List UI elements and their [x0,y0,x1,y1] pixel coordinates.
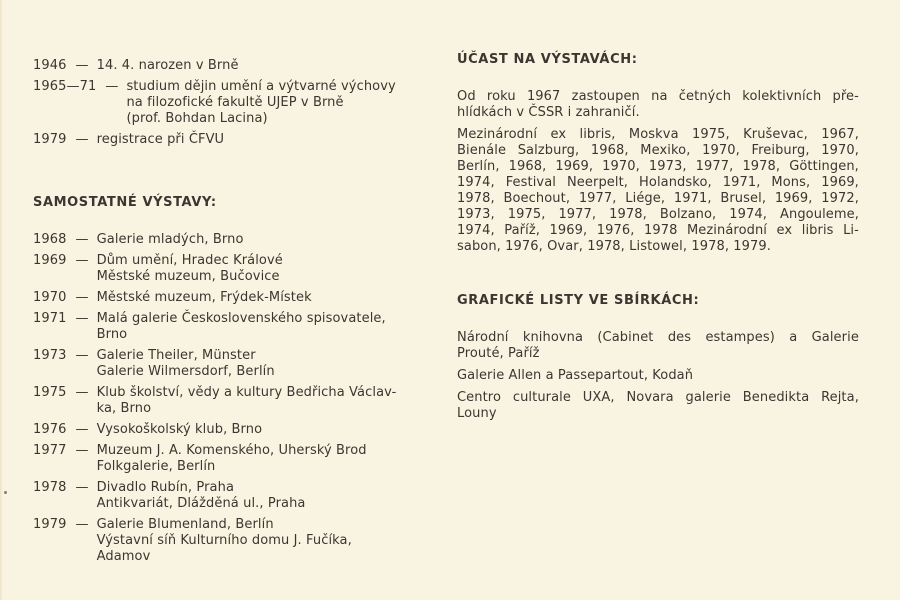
word: 1967 [526,89,561,104]
word: zastoupen [571,89,640,104]
word: 1978, [457,191,495,206]
word: 1975, [507,207,546,222]
solo-exhibitions-list [33,232,453,565]
word: 1968, [508,159,547,174]
para-line [457,223,859,239]
entry-text [97,232,453,248]
collections-heading: GRAFICKÉ LISTY VE SBÍRKÁCH: [457,293,700,308]
entry-text [97,253,453,285]
para-line [457,89,859,105]
solo-exhibitions-section [33,195,453,565]
word: 1975, [692,127,730,142]
entry-year: 1975 [33,385,67,400]
entry-line: Vysokoškolský klub, Brno [96,422,263,437]
para-line: Louny [457,406,497,421]
collection-paragraph [457,330,859,362]
word: Freiburg, [751,143,810,158]
word: 1968, [590,143,629,158]
word: pře- [832,89,859,104]
entry-line: na filozofické fakultě UJEP v Brně [126,95,344,110]
left-column [33,58,453,570]
word: 1976, [596,223,635,238]
word: galerie [685,390,731,405]
entry-text [97,480,453,512]
entry-year: 1971 [33,311,67,326]
exhibition-row [33,311,453,343]
entry-line: Adamov [96,549,151,564]
word: 1977, [695,159,734,174]
exhibition-row [33,517,453,565]
entry-line: Dům umění, Hradec Králové [96,253,283,268]
entry-line: (prof. Bohdan Lacina) [126,111,268,126]
entry-dash: — [75,290,89,305]
para-line [457,330,859,346]
word: kolektivních [742,89,822,104]
word: 1969, [555,159,594,174]
entry-year: 1973 [33,348,67,363]
word: Liége, [625,191,666,206]
entry-text [97,348,453,380]
collections-text [457,330,859,422]
word: 1973, [457,207,495,222]
word: Galerie [811,330,859,345]
entry-dash: — [75,480,89,495]
entry-line: registrace při ČFVU [96,132,225,147]
entry-line: Galerie Theiler, Münster [96,348,256,363]
word: 1970, [702,143,740,158]
word: 1978, [742,159,781,174]
entry-text [126,79,453,127]
word: 1974, [729,207,767,222]
entry-year: 1978 [33,480,67,495]
group-exhibitions-heading: ÚČAST NA VÝSTAVÁCH: [457,52,638,67]
collection-paragraph [457,390,859,422]
right-column [457,52,859,428]
entry-line: Městské muzeum, Frýdek-Místek [96,290,312,305]
word: UXA, [582,390,615,405]
entry-line: Divadlo Rubín, Praha [96,480,235,495]
word: ex [550,127,567,142]
entry-dash: — [75,443,89,458]
word: libris, [579,127,616,142]
word: 1969, [821,175,859,190]
para-line [457,159,859,175]
para-line [457,390,859,406]
para-line: Galerie Allen a Passepartout, Kodaň [457,368,694,383]
entry-year: 1979 [33,132,67,147]
exhibition-row [33,232,453,248]
entry-dash: — [75,422,89,437]
group-exhibitions-text [457,89,859,255]
entry-line: Výstavní síň Kulturního domu J. Fučíka, [96,533,352,548]
word: Li- [843,223,859,238]
word: Benedikta [742,390,810,405]
entry-year: 1970 [33,290,67,305]
para-line [457,175,859,191]
word: Festival [505,175,557,190]
entry-text [97,385,453,417]
entry-dash: — [75,253,89,268]
entry-year: 1979 [33,517,67,532]
word: 1970, [821,143,859,158]
group-exhibitions-section [457,52,859,255]
word: Bienále [457,143,507,158]
word: Od [457,89,476,104]
exhibition-row [33,422,453,438]
word: 1978, [609,207,647,222]
exhibition-row [33,443,453,475]
entry-year: 1968 [33,232,67,247]
exhibition-row [33,480,453,512]
exhibition-row [33,253,453,285]
exhibition-row [33,290,453,306]
entry-text [97,58,453,74]
word: Rejta, [821,390,859,405]
biography-row [33,58,453,74]
entry-line: Antikvariát, Dlážděná ul., Praha [96,496,306,511]
word: culturale [512,390,571,405]
entry-dash: — [75,132,89,147]
entry-text [97,422,453,438]
para-line [457,143,859,159]
solo-exhibitions-heading: SAMOSTATNÉ VÝSTAVY: [33,195,217,210]
word: 1969, [549,223,588,238]
group-exhibitions-paragraph [457,89,859,121]
word: estampes) [705,330,775,345]
word: 1974, [457,175,495,190]
entry-text [97,132,453,148]
entry-line: Městské muzeum, Bučovice [96,269,280,284]
entry-line: 14. 4. narozen v Brně [96,58,239,73]
word: Novara [626,390,674,405]
entry-line: Brno [96,327,128,342]
entry-year: 1977 [33,443,67,458]
word: Mezinárodní [457,127,538,142]
entry-dash: — [75,58,89,73]
word: na [651,89,668,104]
word: četných [678,89,732,104]
para-line: Prouté, Paříž [457,346,540,361]
exhibition-row [33,385,453,417]
word: Boechout, [503,191,571,206]
para-line: sabon, 1976, Ovar, 1978, Listowel, 1978, 1979. [457,239,771,254]
word: Salzburg, [517,143,580,158]
entry-line: studium dějin umění a výtvarné výchovy [126,79,396,94]
para-line [457,191,859,207]
entry-text [97,290,453,306]
word: 1971, [673,191,712,206]
word: 1967, [821,127,859,142]
word: 1970, [602,159,640,174]
entry-dash: — [105,79,119,94]
exhibition-row [33,348,453,380]
word: knihovna [522,330,584,345]
entry-dash: — [75,517,89,532]
word: Angouleme, [780,207,859,222]
para-line [457,207,859,223]
entry-line: Malá galerie Československého spisovatele, [96,311,386,326]
entry-line: Galerie mladých, Brno [96,232,244,247]
word: Národní [457,330,509,345]
word: Göttingen, [789,159,859,174]
biography-row [33,132,453,148]
entry-line: Galerie Wilmersdorf, Berlín [96,364,275,379]
word: 1973, [648,159,687,174]
collection-paragraph [457,368,859,384]
entry-text [97,443,453,475]
word: Mons, [771,175,811,190]
word: Holandsko, [639,175,712,190]
word: 1969, [774,191,813,206]
group-exhibitions-paragraph [457,127,859,255]
word: des [667,330,692,345]
word: 1978 [643,223,678,238]
word: Centro [457,390,502,405]
word: Mezinárodní [686,223,768,238]
entry-line: Klub školství, vědy a kultury Bedřicha Václav- [96,385,397,400]
print-speck [4,491,7,494]
word: 1977, [558,207,597,222]
entry-year: 1946 [33,58,67,73]
word: Neerpelt, [566,175,629,190]
word: Paříž, [504,223,540,238]
entry-text [97,517,453,565]
biography [33,58,453,148]
entry-dash: — [75,385,89,400]
collections-section [457,293,859,422]
entry-dash: — [75,311,89,326]
entry-line: Folkgalerie, Berlín [96,459,216,474]
word: Mexiko, [640,143,691,158]
word: ex [776,223,793,238]
entry-year: 1965—71 [33,79,97,94]
entry-line: Galerie Blumenland, Berlín [96,517,274,532]
para-line: hlídkách v ČSSR i zahraničí. [457,105,640,120]
word: roku [486,89,516,104]
page-edge [0,0,3,600]
word: Kruševac, [743,127,808,142]
word: 1971, [722,175,761,190]
word: Berlín, [457,159,500,174]
entry-dash: — [75,348,89,363]
word: 1974, [457,223,495,238]
word: a [789,330,798,345]
entry-text [97,311,453,343]
entry-line: ka, Brno [96,401,152,416]
word: Bolzano, [659,207,717,222]
word: 1977, [578,191,617,206]
word: Moskva [628,127,679,142]
word: 1972, [821,191,859,206]
word: libris [801,223,834,238]
para-line [457,127,859,143]
entry-dash: — [75,232,89,247]
biography-row [33,79,453,127]
word: Brusel, [720,191,767,206]
entry-year: 1969 [33,253,67,268]
entry-year: 1976 [33,422,67,437]
entry-line: Muzeum J. A. Komenského, Uherský Brod [96,443,367,458]
word: (Cabinet [597,330,654,345]
